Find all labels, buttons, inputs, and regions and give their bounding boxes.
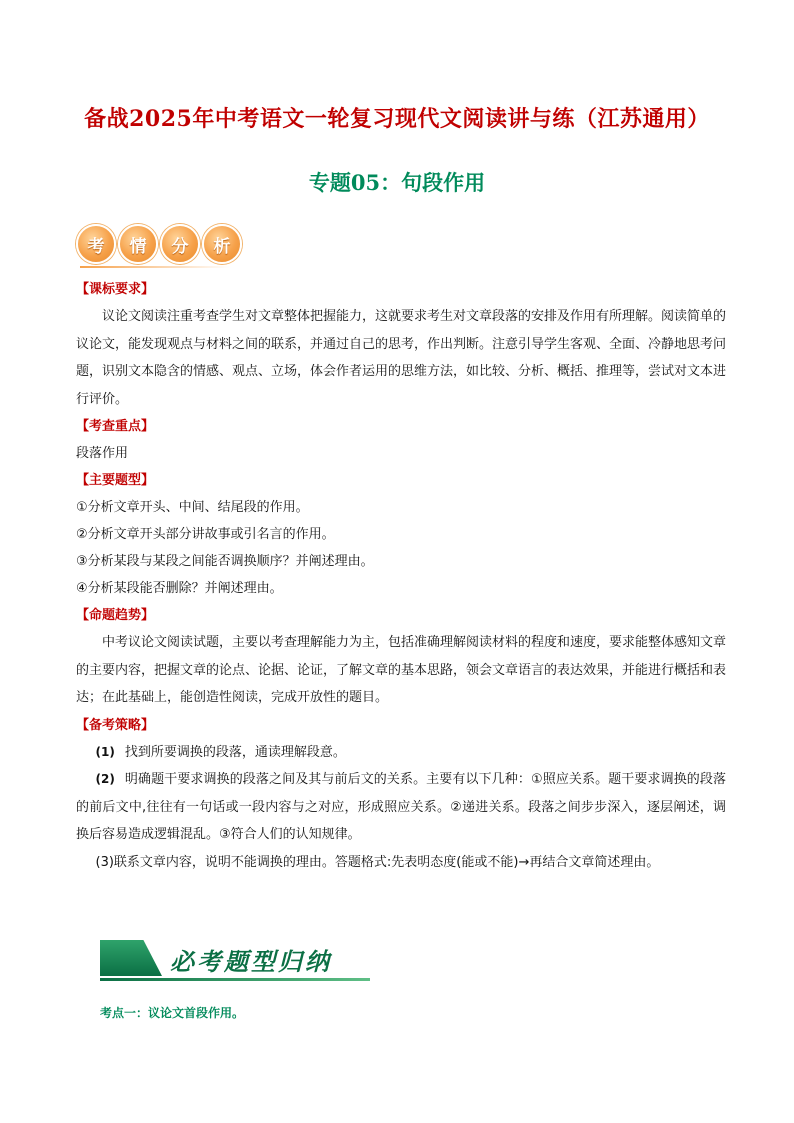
content-body: [76, 276, 726, 876]
tixing-item: ④分析某段能否删除？并阐述理由。: [76, 581, 283, 596]
tixing-item: ②分析文章开头部分讲故事或引名言的作用。: [76, 527, 335, 542]
badge-underline: [80, 266, 230, 268]
celue-item-num: (2): [95, 772, 115, 786]
section-label-qushi: 【命题趋势】: [76, 608, 155, 623]
celue-item-3: (3)联系文章内容，说明不能调换的理由。答题格式:先表明态度(能或不能)→再结合文章简述理由。: [95, 854, 660, 870]
bikao-banner: [100, 940, 370, 984]
kebiao-text: 议论文阅读注重考查学生对文章整体把握能力，这就要求考生对文章段落的安排及作用有所理解。阅读简单的议论文，能发现观点与材料之间的联系，并通过自己的思考，作出判断。注意引导学生客观、全面、冷静地思考问题，识别文本隐含的情感、观点、立场，体会作者运用的思维方法，如比较、分析、概括、推理等，尝试对文本进行评价。: [76, 309, 727, 407]
celue-item-num: (1): [95, 744, 115, 759]
kaoqing-badge: [76, 224, 242, 264]
zhongdian-text: 段落作用: [76, 446, 129, 461]
section-label-celue: 【备考策略】: [76, 717, 155, 733]
section-label-zhongdian: 【考查重点】: [76, 419, 155, 434]
sub-title: 专题05：句段作用: [308, 170, 486, 195]
banner-underline: [100, 978, 370, 981]
badge-char-1: 考: [76, 224, 116, 264]
badge-char-3: 分: [160, 224, 200, 264]
badge-char-2: 情: [118, 224, 158, 264]
section-label-tixing: 【主要题型】: [76, 473, 155, 488]
celue-item-text: 找到所要调换的段落，通读理解段意。: [124, 744, 346, 760]
qushi-text: 中考议论文阅读试题，主要以考查理解能力为主，包括准确理解阅读材料的程度和速度，要求能整体感知文章的主要内容，把握文章的论点、论据、论证，了解文章的基本思路，领会文章语言的表达效果，并能进行概括和表达；在此基础上，能创造性阅读，完成开放性的题目。: [76, 635, 727, 705]
celue-item-text: 明确题干要求调换的段落之间及其与前后文的关系。主要有以下几种：①照应关系。题干要求调换的段落的前后文中,往往有一句话或一段内容与之对应，形成照应关系。②递进关系。段落之间步步深入，逐层阐述，调换后容易造成逻辑混乱。③符合人们的认知规律。: [76, 772, 726, 842]
tixing-item: ③分析某段与某段之间能否调换顺序？并阐述理由。: [76, 554, 374, 569]
celue-item-2: [76, 766, 726, 849]
banner-arrow-icon: [100, 940, 162, 976]
main-title: 备战2025年中考语文一轮复习现代文阅读讲与练（江苏通用）: [84, 106, 710, 132]
section-label-kebiao: 【课标要求】: [76, 282, 155, 297]
badge-char-4: 析: [202, 224, 242, 264]
celue-item-1: [76, 739, 726, 767]
tixing-item: ①分析文章开头、中间、结尾段的作用。: [76, 500, 309, 515]
kaodian-heading: 考点一：议论文首段作用。: [100, 1006, 245, 1020]
banner-title: 必考题型归纳: [170, 947, 332, 976]
